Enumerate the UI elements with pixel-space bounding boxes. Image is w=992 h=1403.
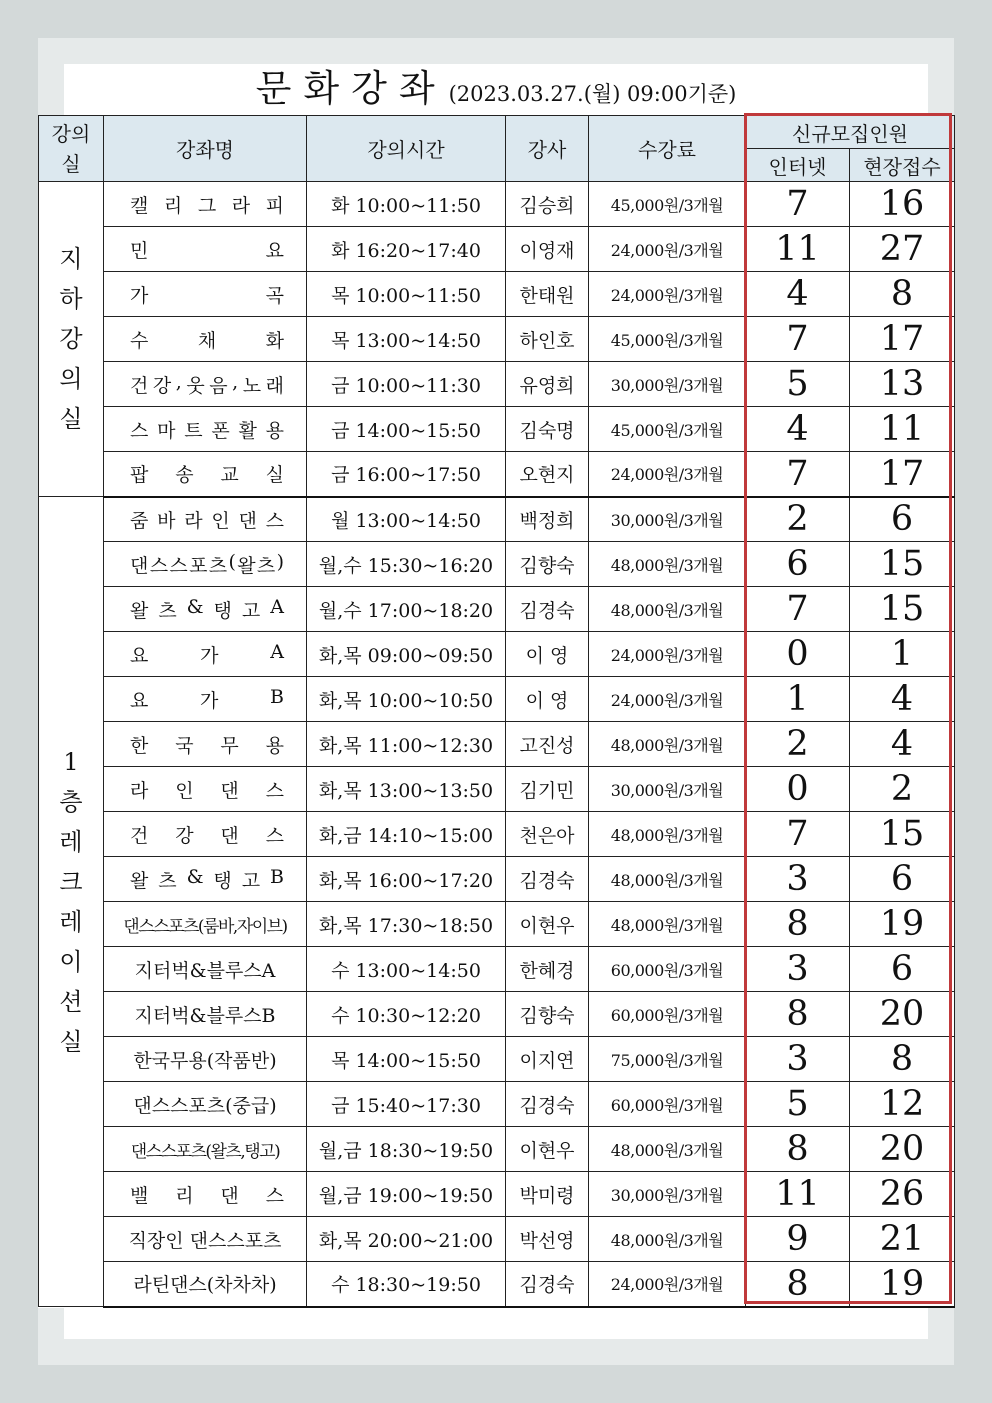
onsite-count: 12 xyxy=(850,1082,955,1127)
instructor: 한태원 xyxy=(506,272,589,317)
table-row xyxy=(39,227,955,272)
fee: 48,000원/3개월 xyxy=(589,1217,746,1262)
course-time: 수 10:30~12:20 xyxy=(307,992,506,1037)
internet-count: 3 xyxy=(746,857,850,902)
course-time: 월,금 18:30~19:50 xyxy=(307,1127,506,1172)
fee: 48,000원/3개월 xyxy=(589,587,746,632)
onsite-count: 19 xyxy=(850,1262,955,1307)
course-name xyxy=(104,362,307,407)
course-time: 금 14:00~15:50 xyxy=(307,407,506,452)
table-row xyxy=(39,587,955,632)
onsite-count: 27 xyxy=(850,227,955,272)
fee: 24,000원/3개월 xyxy=(589,272,746,317)
onsite-count: 6 xyxy=(850,857,955,902)
course-name-text: 지터벅&블루스B xyxy=(134,1004,276,1027)
internet-count: 8 xyxy=(746,1127,850,1172)
fee: 24,000원/3개월 xyxy=(589,632,746,677)
onsite-count: 15 xyxy=(850,587,955,632)
course-name xyxy=(104,1037,307,1082)
table-row xyxy=(39,542,955,587)
course-name-text: 라틴댄스(차차차) xyxy=(133,1274,277,1297)
onsite-count: 16 xyxy=(850,182,955,227)
course-name xyxy=(104,182,307,227)
instructor: 김경숙 xyxy=(506,1262,589,1307)
course-time: 화,목 11:00~12:30 xyxy=(307,722,506,767)
instructor: 천은아 xyxy=(506,812,589,857)
course-time: 화,목 17:30~18:50 xyxy=(307,902,506,947)
room-cell xyxy=(39,182,104,497)
onsite-count: 19 xyxy=(850,902,955,947)
internet-count: 7 xyxy=(746,587,850,632)
instructor: 오현지 xyxy=(506,452,589,497)
instructor: 김승희 xyxy=(506,182,589,227)
course-name xyxy=(104,1217,307,1262)
course-time: 월 13:00~14:50 xyxy=(307,497,506,542)
header-recruit: 신규모집인원 xyxy=(746,116,955,149)
table-row xyxy=(39,1172,955,1217)
fee: 48,000원/3개월 xyxy=(589,902,746,947)
header-room xyxy=(39,116,104,182)
course-time: 목 10:00~11:50 xyxy=(307,272,506,317)
table-row xyxy=(39,722,955,767)
course-name-text: 줌 바 라 인 댄 스 xyxy=(130,509,284,532)
internet-count: 3 xyxy=(746,947,850,992)
internet-count: 1 xyxy=(746,677,850,722)
table-row xyxy=(39,317,955,362)
fee: 48,000원/3개월 xyxy=(589,1127,746,1172)
course-name xyxy=(104,1262,307,1307)
onsite-count: 17 xyxy=(850,317,955,362)
onsite-count: 17 xyxy=(850,452,955,497)
onsite-count: 20 xyxy=(850,1127,955,1172)
course-name xyxy=(104,992,307,1037)
course-time: 화,목 20:00~21:00 xyxy=(307,1217,506,1262)
fee: 30,000원/3개월 xyxy=(589,497,746,542)
internet-count: 2 xyxy=(746,497,850,542)
course-name xyxy=(104,497,307,542)
fee: 24,000원/3개월 xyxy=(589,452,746,497)
table-row xyxy=(39,857,955,902)
course-time: 화,목 09:00~09:50 xyxy=(307,632,506,677)
course-name-text: 한국무용(작품반) xyxy=(133,1049,277,1072)
course-name-text: 밸 리 댄 스 xyxy=(130,1184,284,1207)
internet-count: 9 xyxy=(746,1217,850,1262)
internet-count: 2 xyxy=(746,722,850,767)
internet-count: 8 xyxy=(746,902,850,947)
course-name-text: 댄 스 스 포 츠 ( 왈 츠 ) xyxy=(130,550,284,577)
course-name-text: 건 강 댄 스 xyxy=(130,824,284,847)
fee: 45,000원/3개월 xyxy=(589,407,746,452)
course-name xyxy=(104,632,307,677)
fee: 45,000원/3개월 xyxy=(589,182,746,227)
course-time: 월,수 15:30~16:20 xyxy=(307,542,506,587)
instructor: 유영희 xyxy=(506,362,589,407)
room-cell xyxy=(39,497,104,1307)
header-internet: 인터넷 xyxy=(746,149,850,182)
fee: 75,000원/3개월 xyxy=(589,1037,746,1082)
course-name xyxy=(104,587,307,632)
onsite-count: 15 xyxy=(850,542,955,587)
table-row xyxy=(39,1262,955,1307)
instructor: 고진성 xyxy=(506,722,589,767)
table-row xyxy=(39,1037,955,1082)
course-time: 화 10:00~11:50 xyxy=(307,182,506,227)
onsite-count: 6 xyxy=(850,497,955,542)
course-time: 목 14:00~15:50 xyxy=(307,1037,506,1082)
onsite-count: 1 xyxy=(850,632,955,677)
table-row xyxy=(39,1127,955,1172)
course-name xyxy=(104,1127,307,1172)
internet-count: 7 xyxy=(746,317,850,362)
fee: 48,000원/3개월 xyxy=(589,857,746,902)
course-time: 화,목 16:00~17:20 xyxy=(307,857,506,902)
instructor: 이 영 xyxy=(506,677,589,722)
instructor: 박선영 xyxy=(506,1217,589,1262)
instructor: 김향숙 xyxy=(506,992,589,1037)
course-name-text: 요 가 B xyxy=(130,685,284,712)
onsite-count: 15 xyxy=(850,812,955,857)
internet-count: 8 xyxy=(746,1262,850,1307)
instructor: 김기민 xyxy=(506,767,589,812)
table-row xyxy=(39,497,955,542)
course-name-text: 댄스스포츠(왈츠,탱고) xyxy=(130,1141,280,1162)
course-name-text: 댄스스포츠(룸바,자이브) xyxy=(123,916,287,937)
internet-count: 11 xyxy=(746,1172,850,1217)
onsite-count: 4 xyxy=(850,722,955,767)
fee: 48,000원/3개월 xyxy=(589,812,746,857)
instructor: 김경숙 xyxy=(506,587,589,632)
fee: 30,000원/3개월 xyxy=(589,767,746,812)
internet-count: 4 xyxy=(746,272,850,317)
course-name-text: 왈 츠 & 탱 고 B xyxy=(130,865,284,892)
onsite-count: 8 xyxy=(850,272,955,317)
course-time: 수 18:30~19:50 xyxy=(307,1262,506,1307)
fee: 60,000원/3개월 xyxy=(589,992,746,1037)
course-time: 금 10:00~11:30 xyxy=(307,362,506,407)
internet-count: 7 xyxy=(746,182,850,227)
course-name xyxy=(104,812,307,857)
course-name-text: 한 국 무 용 xyxy=(130,734,284,757)
fee: 45,000원/3개월 xyxy=(589,317,746,362)
instructor: 이지연 xyxy=(506,1037,589,1082)
course-name xyxy=(104,677,307,722)
fee: 60,000원/3개월 xyxy=(589,1082,746,1127)
course-name xyxy=(104,1172,307,1217)
onsite-count: 26 xyxy=(850,1172,955,1217)
internet-count: 0 xyxy=(746,632,850,677)
course-name-text: 건 강 , 웃 음 , 노 래 xyxy=(130,370,284,397)
course-time: 목 13:00~14:50 xyxy=(307,317,506,362)
course-time: 화 16:20~17:40 xyxy=(307,227,506,272)
document-title xyxy=(0,58,992,110)
internet-count: 0 xyxy=(746,767,850,812)
fee: 24,000원/3개월 xyxy=(589,677,746,722)
table-row xyxy=(39,677,955,722)
header-fee: 수강료 xyxy=(589,116,746,182)
fee: 24,000원/3개월 xyxy=(589,227,746,272)
course-name xyxy=(104,272,307,317)
course-name-text: 직장인 댄스스포츠 xyxy=(128,1229,282,1252)
course-name xyxy=(104,407,307,452)
fee: 24,000원/3개월 xyxy=(589,1262,746,1307)
table-row xyxy=(39,767,955,812)
header-course: 강좌명 xyxy=(104,116,307,182)
course-time: 수 13:00~14:50 xyxy=(307,947,506,992)
fee: 30,000원/3개월 xyxy=(589,362,746,407)
course-time: 화,목 13:00~13:50 xyxy=(307,767,506,812)
onsite-count: 4 xyxy=(850,677,955,722)
course-name-text: 지터벅&블루스A xyxy=(134,959,276,982)
table-row xyxy=(39,407,955,452)
instructor: 이현우 xyxy=(506,902,589,947)
course-time: 금 16:00~17:50 xyxy=(307,452,506,497)
internet-count: 3 xyxy=(746,1037,850,1082)
course-name xyxy=(104,902,307,947)
table-row xyxy=(39,947,955,992)
table-body xyxy=(39,182,955,1307)
internet-count: 5 xyxy=(746,1082,850,1127)
table-row xyxy=(39,182,955,227)
internet-count: 8 xyxy=(746,992,850,1037)
instructor: 하인호 xyxy=(506,317,589,362)
table-row xyxy=(39,632,955,677)
onsite-count: 8 xyxy=(850,1037,955,1082)
table-row xyxy=(39,452,955,497)
course-schedule-table xyxy=(38,115,955,1308)
fee: 60,000원/3개월 xyxy=(589,947,746,992)
room-name: 1 층 레 크 레 이 션 실 xyxy=(59,747,83,1056)
instructor: 백정희 xyxy=(506,497,589,542)
course-name-text: 민 요 xyxy=(130,239,284,262)
table-row xyxy=(39,272,955,317)
course-name-text: 가 곡 xyxy=(130,284,284,307)
title-date: (2023.03.27.(월) 09:00기준) xyxy=(448,82,737,106)
course-name-text: 왈 츠 & 탱 고 A xyxy=(130,595,284,622)
instructor: 이 영 xyxy=(506,632,589,677)
onsite-count: 6 xyxy=(850,947,955,992)
course-name-text: 스 마 트 폰 활 용 xyxy=(130,419,284,442)
fee: 48,000원/3개월 xyxy=(589,542,746,587)
course-time: 화,금 14:10~15:00 xyxy=(307,812,506,857)
course-name-text: 캘 리 그 라 피 xyxy=(130,194,284,217)
onsite-count: 20 xyxy=(850,992,955,1037)
course-time: 월,수 17:00~18:20 xyxy=(307,587,506,632)
fee: 30,000원/3개월 xyxy=(589,1172,746,1217)
course-name-text: 댄스스포츠(중급) xyxy=(133,1094,277,1117)
course-name xyxy=(104,227,307,272)
table-row xyxy=(39,812,955,857)
table-row xyxy=(39,1082,955,1127)
course-name xyxy=(104,722,307,767)
course-name-text: 요 가 A xyxy=(130,640,284,667)
instructor: 김숙명 xyxy=(506,407,589,452)
instructor: 김경숙 xyxy=(506,1082,589,1127)
header-time: 강의시간 xyxy=(307,116,506,182)
internet-count: 6 xyxy=(746,542,850,587)
table-row xyxy=(39,1217,955,1262)
room-name: 지 하 강 의 실 xyxy=(59,245,83,433)
course-name xyxy=(104,947,307,992)
table-row xyxy=(39,992,955,1037)
instructor: 한혜경 xyxy=(506,947,589,992)
internet-count: 11 xyxy=(746,227,850,272)
instructor: 김향숙 xyxy=(506,542,589,587)
fee: 48,000원/3개월 xyxy=(589,722,746,767)
course-name xyxy=(104,857,307,902)
header-onsite: 현장접수 xyxy=(850,149,955,182)
instructor: 이현우 xyxy=(506,1127,589,1172)
instructor: 김경숙 xyxy=(506,857,589,902)
title-main: 문화강좌 xyxy=(255,67,447,110)
header-room-line2: 실 xyxy=(61,151,81,176)
header-room-line1: 강의 xyxy=(51,121,91,146)
course-name xyxy=(104,1082,307,1127)
onsite-count: 21 xyxy=(850,1217,955,1262)
header-instructor: 강사 xyxy=(506,116,589,182)
course-name-text: 팝 송 교 실 xyxy=(130,464,284,487)
table-row xyxy=(39,362,955,407)
onsite-count: 2 xyxy=(850,767,955,812)
course-name xyxy=(104,452,307,497)
table-row xyxy=(39,902,955,947)
onsite-count: 13 xyxy=(850,362,955,407)
course-name-text: 라 인 댄 스 xyxy=(130,779,284,802)
course-name xyxy=(104,767,307,812)
course-time: 월,금 19:00~19:50 xyxy=(307,1172,506,1217)
course-time: 화,목 10:00~10:50 xyxy=(307,677,506,722)
course-name xyxy=(104,317,307,362)
onsite-count: 11 xyxy=(850,407,955,452)
course-name-text: 수 채 화 xyxy=(130,329,284,352)
internet-count: 7 xyxy=(746,812,850,857)
instructor: 박미령 xyxy=(506,1172,589,1217)
internet-count: 5 xyxy=(746,362,850,407)
header-row-1 xyxy=(39,116,955,149)
course-name xyxy=(104,542,307,587)
internet-count: 7 xyxy=(746,452,850,497)
instructor: 이영재 xyxy=(506,227,589,272)
internet-count: 4 xyxy=(746,407,850,452)
course-time: 금 15:40~17:30 xyxy=(307,1082,506,1127)
